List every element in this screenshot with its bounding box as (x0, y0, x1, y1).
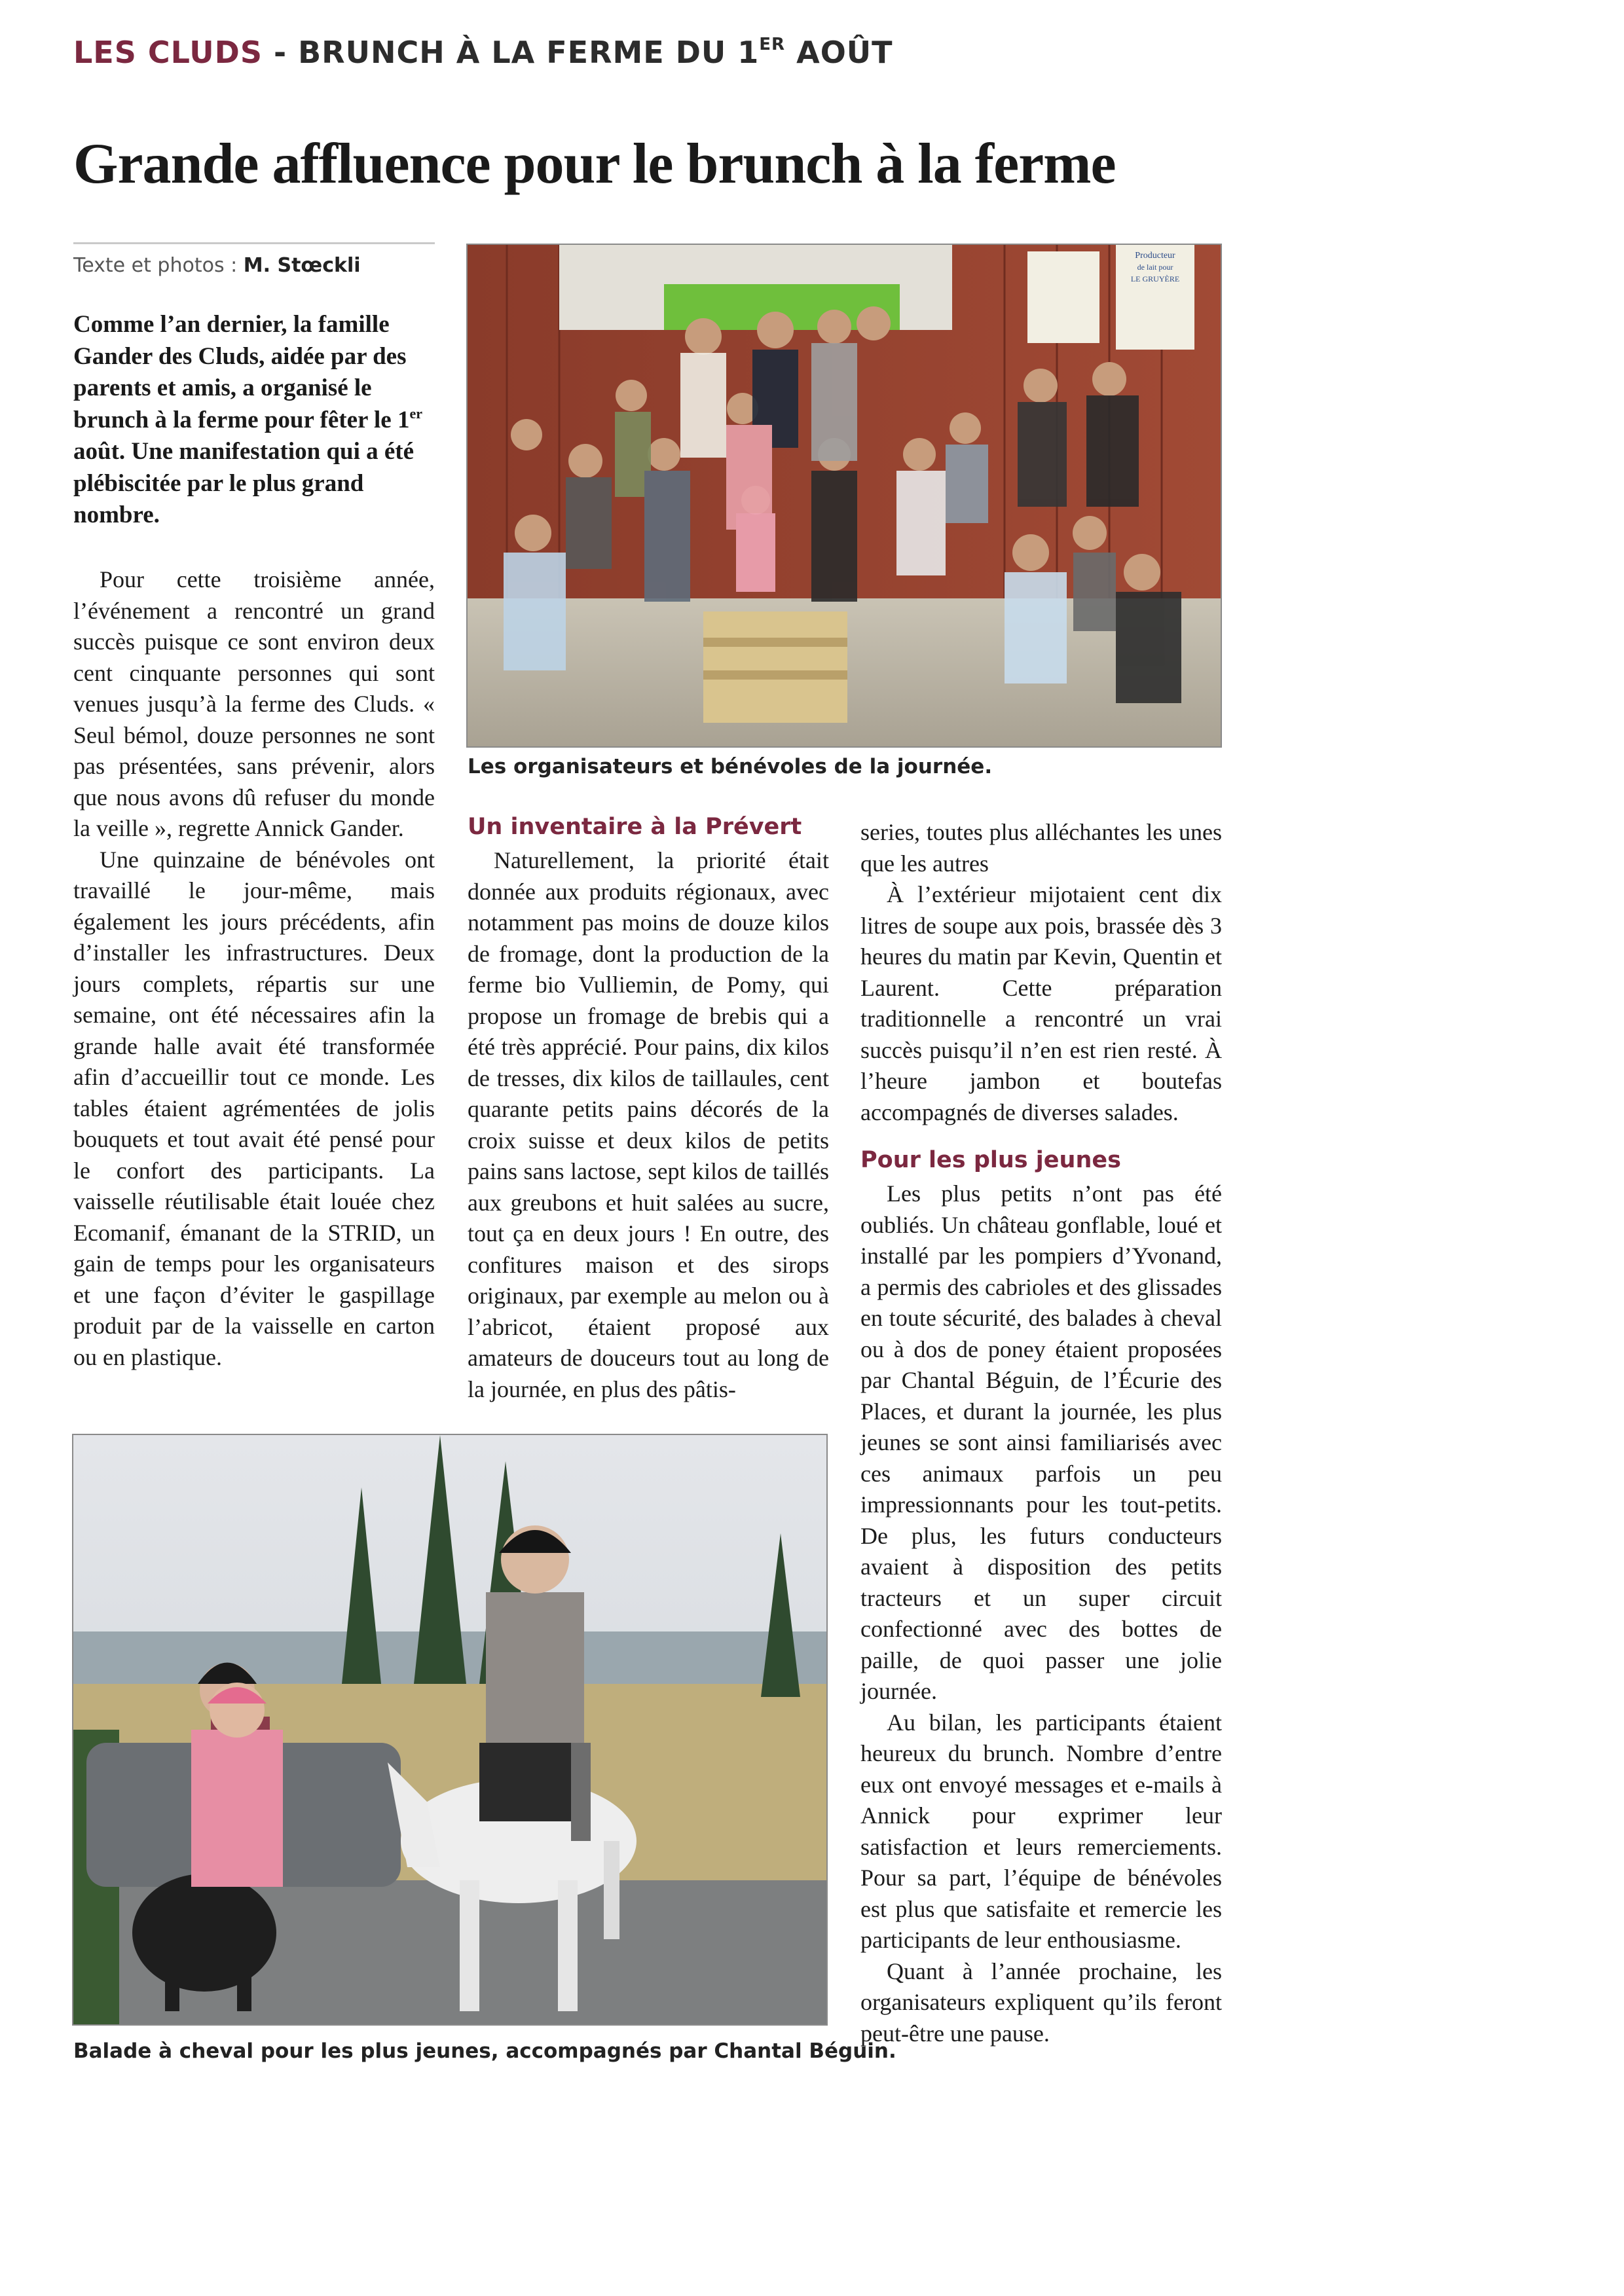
pony-photo-caption: Balade à cheval pour les plus jeunes, accompagnés par Chantal Béguin. (73, 2039, 896, 2063)
lead-before: Comme l’an dernier, la famille Gander des Cluds, aidée par des parents et amis, a organisé le brunch à la ferme pour fêter le 1 (73, 311, 410, 433)
byline-rule (73, 242, 435, 244)
rubric-topic: BRUNCH À LA FERME DU 1 (298, 35, 760, 70)
rubric-topic-end: AOÛT (785, 35, 893, 70)
pony-photo (72, 1434, 828, 2026)
body-paragraph-continued: series, toutes plus alléchantes les unes que les autres (860, 819, 1222, 877)
group-photo (466, 244, 1222, 748)
group-photo-caption: Les organisateurs et bénévoles de la journée. (468, 755, 993, 778)
lead-after: août. Une manifestation qui a été plébiscitée par le plus grand nombre. (73, 438, 415, 528)
subheading-inventaire: Un inventaire à la Prévert (468, 814, 802, 840)
body-paragraph: Pour cette troisième année, l’événement a rencontré un grand succès puisque ce sont environ deux cent cinquante personnes qui sont venues jusqu’à la ferme des Cluds. « Seul bémol, douze personnes ne sont pas présentées, sans prévenir, alors que nous avons dû refuser du monde la veille », regrette Annick Gander. (73, 566, 435, 841)
group-photo-illustration (468, 245, 1221, 746)
rubric-topic-sup: ER (759, 35, 786, 54)
rubric-section: LES CLUDS (73, 35, 263, 70)
body-paragraph: Naturellement, la priorité était donnée aux produits régionaux, avec notamment pas moins de douze kilos de fromage, dont la production de la ferme bio Vulliemin, de Pomy, qui propose un fromage de brebis qui a été très apprécié. Pour pains, dix kilos de tresses, dix kilos de taillaules, cent quarante petits pains décorés de la croix suisse et deux kilos de petits pains sans lactose, sept kilos de taillés aux greubons et huit salées au sucre, tout ça en deux jours ! En outre, des confitures maison et des sirops originaux, par exemple au melon ou à l’abricot, étaient proposé aux amateurs de douceurs tout au long de la journée, en plus des pâtis- (468, 847, 829, 1402)
body-column-1 (73, 564, 435, 1373)
lead-sup: er (409, 405, 422, 422)
section-rubric (73, 24, 893, 73)
body-paragraph: Une quinzaine de bénévoles ont travaillé le jour-même, mais également les jours précédents, afin d’installer les infrastructures. Deux jours complets, répartis sur une semaine, ont été nécessaires afin la grande halle avait été transformée afin d’accueillir tout ce monde. Les tables étaient agrémentées de jolis bouquets et tout avait été pensé pour le confort des participants. La vaisselle réutilisable était louée chez Ecomanif, émanant de la STRID, un gain de temps pour les organisateurs et une façon d’éviter le gaspillage produit par de la vaisselle en carton ou en plastique. (73, 846, 435, 1370)
body-paragraph: Les plus petits n’ont pas été oubliés. Un château gonflable, loué et installé par les pompiers d’Yvonand, a permis des cabrioles et des glissades en toute sécurité, des balades à cheval ou à dos de poney étaient proposées par Chantal Béguin, de l’Écurie des Places, et durant la journée, les plus jeunes se sont ainsi familiarisés avec ces animaux parfois un peu impressionnants pour les tout-petits. De plus, les futurs conducteurs avaient à disposition des petits tracteurs et un super circuit confectionné avec des bottes de paille, de quoi passer une jolie journée. (860, 1180, 1222, 1704)
rubric-separator: - (262, 35, 299, 70)
body-column-3 (860, 817, 1222, 2049)
body-paragraph: À l’extérieur mijotaient cent dix litres de soupe aux pois, brassée dès 3 heures du matin par Kevin, Quentin et Laurent. Cette préparation traditionnelle a rencontré un vrai succès puisqu’il n’en est rien resté. À l’heure jambon et boutefas accompagnés de diverses salades. (860, 881, 1222, 1125)
article-lead (73, 309, 435, 532)
byline-author: M. Stœckli (243, 254, 361, 277)
subheading-jeunes: Pour les plus jeunes (860, 1147, 1121, 1173)
body-paragraph: Quant à l’année prochaine, les organisateurs expliquent qu’ils feront peut-être une pause. (860, 1958, 1222, 2047)
article-headline: Grande affluence pour le brunch à la ferme (73, 132, 1116, 196)
sign-text-2: de lait pour (1137, 263, 1173, 272)
body-paragraph: Au bilan, les participants étaient heureux du brunch. Nombre d’entre eux ont envoyé messages et e-mails à Annick pour exprimer leur satisfaction et leurs remerciements. Pour sa part, l’équipe de bénévoles est plus que satisfaite et remercie les participants de leur enthousiasme. (860, 1709, 1222, 1953)
pony-photo-illustration (73, 1435, 826, 2024)
byline (73, 251, 361, 280)
sign-text: Producteur (1135, 251, 1175, 261)
body-column-2 (468, 812, 829, 1405)
sign-text-3: LE GRUYÈRE (1130, 274, 1180, 283)
byline-label: Texte et photos : (73, 254, 244, 277)
